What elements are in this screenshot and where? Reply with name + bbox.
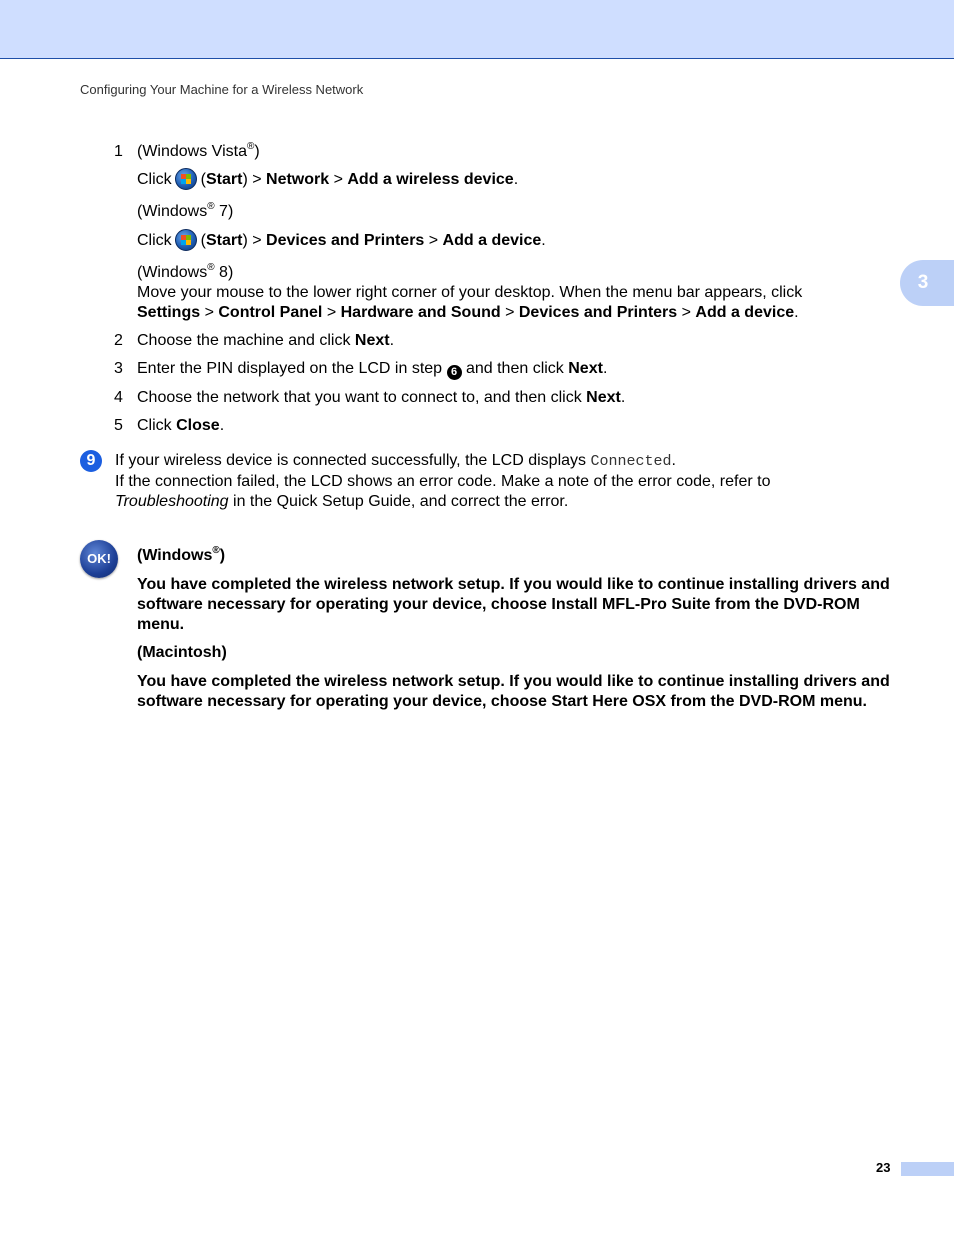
substep-number: 5 [114,417,123,434]
step9-line1: If your wireless device is connected successfully, the LCD displays Connected. [115,452,676,470]
running-header: Configuring Your Machine for a Wireless Network [80,82,364,97]
substep-text: Choose the machine and click Next. [137,332,395,349]
substep-number: 2 [114,332,123,349]
windows-start-icon [175,229,197,251]
vista-heading: (Windows Vista®) [137,140,260,160]
substep-number: 4 [114,389,123,406]
ok-icon: OK! [80,540,118,578]
ok-mac-heading: (Macintosh) [137,644,227,661]
header-band [0,0,954,59]
ok-windows-heading: (Windows®) [137,544,226,564]
step9-line3: Troubleshooting in the Quick Setup Guide, and correct the error. [115,493,569,510]
win8-instruction-path: Settings > Control Panel > Hardware and Sound > Devices and Printers > Add a device. [137,304,799,321]
substep-number: 3 [114,360,123,377]
win7-heading: (Windows® 7) [137,200,234,220]
ok-windows-text: You have completed the wireless network setup. If you would like to continue installing drivers and software necessary for operating your device, choose Install MFL-Pro Suite from the DVD-ROM menu. [137,576,890,633]
substep-text: Enter the PIN displayed on the LCD in step 6 and then click Next. [137,360,608,378]
step9-line2: If the connection failed, the LCD shows an error code. Make a note of the error code, refer to [115,473,771,490]
vista-instruction: Click (Start) > Network > Add a wireless device. [137,168,518,190]
windows-start-icon [175,168,197,190]
win8-heading: (Windows® 8) [137,261,234,281]
guide-section-reference: Troubleshooting [115,493,229,510]
win8-instruction-line1: Move your mouse to the lower right corner of your desktop. When the menu bar appears, click [137,284,803,301]
substep-text: Choose the network that you want to connect to, and then click Next. [137,389,626,406]
substep-text: Click Close. [137,417,225,434]
chapter-tab: 3 [900,260,954,306]
ok-mac-text: You have completed the wireless network setup. If you would like to continue installing drivers and software necessary for operating your device, choose Start Here OSX from the DVD-ROM menu. [137,673,890,710]
step-reference-badge: 6 [447,365,462,380]
page-number: 23 [876,1160,891,1175]
substep-number: 1 [114,143,123,160]
lcd-message: Connected [590,453,672,470]
page-number-bar [901,1162,954,1176]
step-number-badge: 9 [80,450,102,472]
win7-instruction: Click (Start) > Devices and Printers > Add a device. [137,229,546,251]
